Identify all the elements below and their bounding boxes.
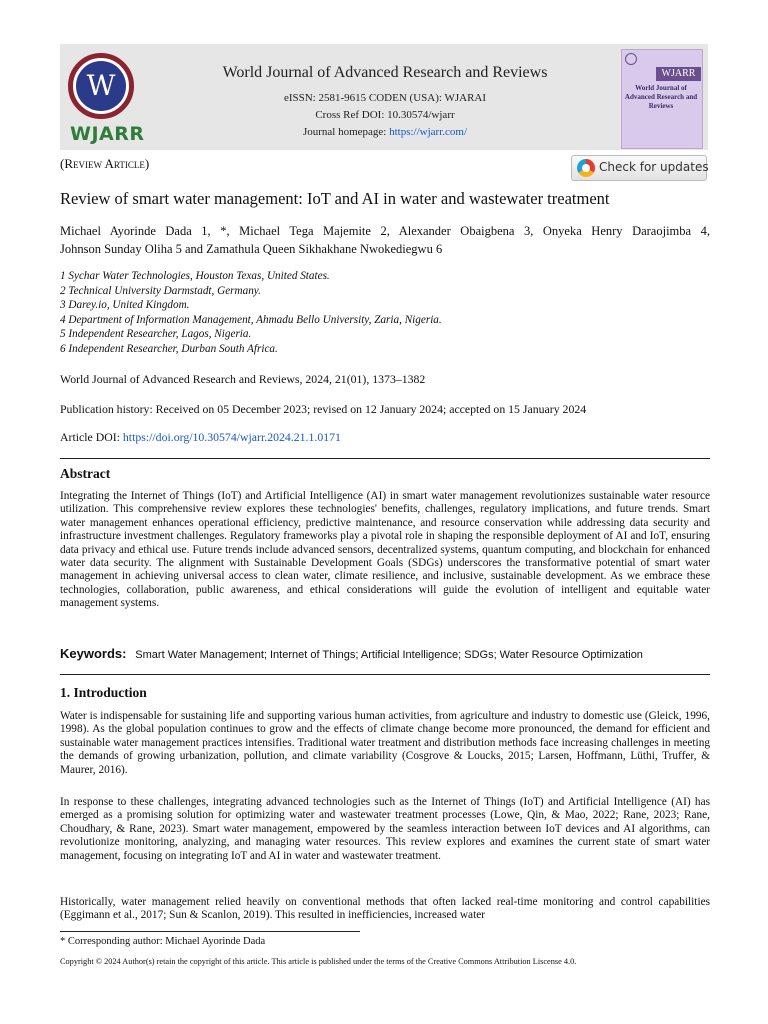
journal-name: World Journal of Advanced Research and Reviews (222, 64, 548, 81)
homepage-link[interactable]: https://wjarr.com/ (389, 126, 468, 138)
keywords (60, 646, 720, 661)
keywords-label: Keywords: (60, 646, 127, 661)
affiliation-5: 5 Independent Researcher, Lagos, Nigeria. (60, 328, 252, 340)
abstract-text: Integrating the Internet of Things (IoT) and Artificial Intelligence (AI) in smart water management revolutionizes sustainable water resource utilization. This comprehensive review explores these technologies' benefits, challenges, regulatory implications, and future trends. Smart water management enhances operational efficiency, predictive maintenance, and resource conservation while addressing data security and infrastructure investment challenges. Regulatory frameworks play a pivotal role in shaping the responsible deployment of AI and IoT, ensuring data privacy and ethical use. Future trends include advanced sensors, decentralized systems, quantum computing, and blockchain for enhanced water data security. The alignment with Sustainable Development Goals (SDGs) underscores the transformative potential of smart water management in achieving universal access to clean water, climate resilience, and inclusive, sustainable development. As we embrace these technologies, collaboration, public awareness, and ethical considerations will guide the evolution of intelligent and equitable water management systems. (60, 490, 710, 610)
affiliation-6: 6 Independent Researcher, Durban South Africa. (60, 343, 278, 355)
citation: World Journal of Advanced Research and Reviews, 2024, 21(01), 1373–1382 (60, 372, 426, 386)
author-line-1: Michael Ayorinde Dada 1, *, Michael Tega Majemite 2, Alexander Obaigbena 3, Onyeka Henry Daraojimba 4, (60, 224, 710, 238)
intro-paragraph-1: Water is indispensable for sustaining life and supporting various human activities, from agriculture and industry to domestic use (Gleick, 1996, 1998). As the global population continues to grow and the effects of climate change become more pronounced, the demand for efficient and sustainable water management practices intensifies. Traditional water treatment and distribution methods face increasing challenges in meeting the demands of growing urbanization, pollution, and climate variability (Cosgrove & Loucks, 2015; Larsen, Hoffmann, Lüthi, Truffer, & Maurer, 2016). (60, 710, 710, 776)
abstract-heading: Abstract (60, 466, 111, 481)
copyright-notice: Copyright © 2024 Author(s) retain the copyright of this article. This article is published under the terms of the Creative Commons Attribution Liscense 4.0. (60, 957, 577, 966)
affiliation-4: 4 Department of Information Management, Ahmadu Bello University, Zaria, Nigeria. (60, 314, 442, 326)
article-doi (60, 430, 710, 445)
journal-homepage (150, 126, 620, 138)
cover-title: World Journal of Advanced Research and Reviews (624, 84, 698, 110)
journal-crossref: Cross Ref DOI: 10.30574/wjarr (315, 109, 455, 121)
author-list (60, 222, 710, 258)
check-updates-label: Check for updates (599, 160, 709, 174)
journal-issn: eISSN: 2581-9615 CODEN (USA): WJARAI (283, 92, 487, 104)
intro-paragraph-3: Historically, water management relied heavily on conventional methods that often lacked real-time monitoring and control capabilities (Eggimann et al., 2017; Sun & Scanlon, 2019). This resulted in inefficiencies, increased water (60, 896, 710, 922)
affiliation-1: 1 Sychar Water Technologies, Houston Texas, United States. (60, 270, 330, 282)
keywords-text: Smart Water Management; Internet of Things; Artificial Intelligence; SDGs; Water Resource Optimization (135, 649, 643, 661)
abstract-top-rule (60, 458, 710, 459)
doi-label: Article DOI: (60, 430, 120, 444)
corresponding-author: * Corresponding author: Michael Ayorinde Dada (60, 936, 266, 947)
keywords-bottom-rule (60, 674, 710, 675)
footnote-rule (60, 931, 360, 932)
affiliation-3: 3 Darey.io, United Kingdom. (60, 299, 190, 311)
article-type: (Review Article) (60, 156, 150, 171)
introduction-heading: 1. Introduction (60, 685, 147, 700)
publication-history: Publication history: Received on 05 December 2023; revised on 12 January 2024; accepted on 15 January 2024 (60, 402, 587, 416)
intro-paragraph-2: In response to these challenges, integrating advanced technologies such as the Internet of Things (IoT) and Artificial Intelligence (AI) has emerged as a promising solution for optimizing water and wastewater treatment processes (Lowe, Qin, & Mao, 2022; Rane, 2023; Rane, Choudhary, & Rane, 2023). Smart water management, empowered by the seamless interaction between IoT devices and AI algorithms, can revolutionize monitoring, analyzing, and managing water resources. This review explores and examines the current state of smart water management, focusing on integrating IoT and AI in water and wastewater treatment. (60, 796, 710, 862)
affiliation-2: 2 Technical University Darmstadt, Germany. (60, 285, 261, 297)
journal-logo: W (76, 61, 126, 111)
doi-link[interactable]: https://doi.org/10.30574/wjarr.2024.21.1.0171 (122, 430, 341, 444)
author-line-2: Johnson Sunday Oliha 5 and Zamathula Queen Sikhakhane Nwokediegwu 6 (60, 242, 443, 256)
crossmark-icon-center (582, 164, 590, 172)
article-title: Review of smart water management: IoT and AI in water and wastewater treatment (60, 189, 610, 208)
cover-abbrev: WJARR (656, 67, 701, 81)
journal-logo-text: WJARR (70, 123, 145, 145)
homepage-label: Journal homepage: (302, 126, 387, 138)
cover-seal-icon (625, 53, 637, 65)
